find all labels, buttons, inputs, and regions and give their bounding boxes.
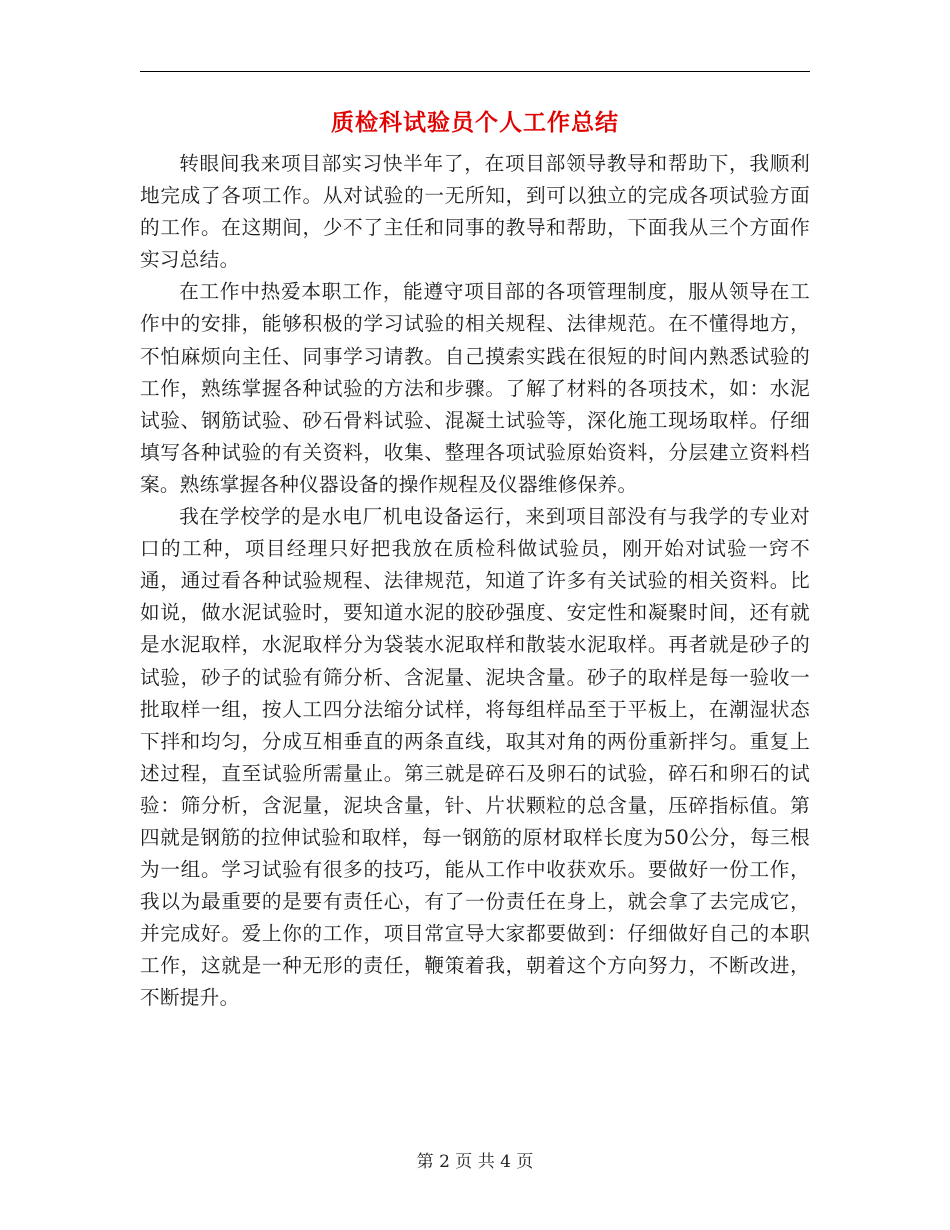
header-rule [140,71,810,72]
document-title: 质检科试验员个人工作总结 [331,110,619,136]
paragraph-work-attitude: 在工作中热爱本职工作，能遵守项目部的各项管理制度，服从领导在工作中的安排，能够积极的学习试验的相关规程、法律规范。在不懂得地方，不怕麻烦向主任、同事学习请教。自己摸索实践在很短的时间内熟悉试验的工作，熟练掌握各种试验的方法和步骤。了解了材料的各项技术，如：水泥试验、钢筋试验、砂石骨料试验、混凝土试验等，深化施工现场取样。仔细填写各种试验的有关资料，收集、整理各项试验原始资料，分层建立资料档案。熟练掌握各种仪器设备的操作规程及仪器维修保养。 [140,280,810,496]
page-number-footer: 第 2 页 共 4 页 [416,1152,534,1172]
paragraph-learning-tests: 我在学校学的是水电厂机电设备运行，来到项目部没有与我学的专业对口的工种，项目经理只好把我放在质检科做试验员，刚开始对试验一窍不通，通过看各种试验规程、法律规范，知道了许多有关试验的相关资料。比如说，做水泥试验时，要知道水泥的胶砂强度、安定性和凝聚时间，还有就是水泥取样，水泥取样分为袋装水泥取样和散装水泥取样。再者就是砂子的试验，砂子的试验有筛分析、含泥量、泥块含量。砂子的取样是每一验收一批取样一组，按人工四分法缩分试样，将每组样品至于平板上，在潮湿状态下拌和均匀，分成互相垂直的两条直线，取其对角的两份重新拌匀。重复上述过程，直至试验所需量止。第三就是碎石及卵石的试验，碎石和卵石的试验：筛分析，含泥量，泥块含量，针、片状颗粒的总含量，压碎指标值。第四就是钢筋的拉伸试验和取样，每一钢筋的原材取样长度为50公分，每三根为一组。学习试验有很多的技巧，能从工作中收获欢乐。要做好一份工作，我以为最重要的是要有责任心，有了一份责任在身上，就会拿了去完成它，并完成好。爱上你的工作，项目常宣导大家都要做到：仔细做好自己的本职工作，这就是一种无形的责任，鞭策着我，朝着这个方向努力，不断改进，不断提升。 [140,505,810,1010]
document-body [140,148,810,1015]
paragraph-intro: 转眼间我来项目部实习快半年了，在项目部领导教导和帮助下，我顺利地完成了各项工作。从对试验的一无所知，到可以独立的完成各项试验方面的工作。在这期间，少不了主任和同事的教导和帮助，下面我从三个方面作实习总结。 [140,152,810,272]
